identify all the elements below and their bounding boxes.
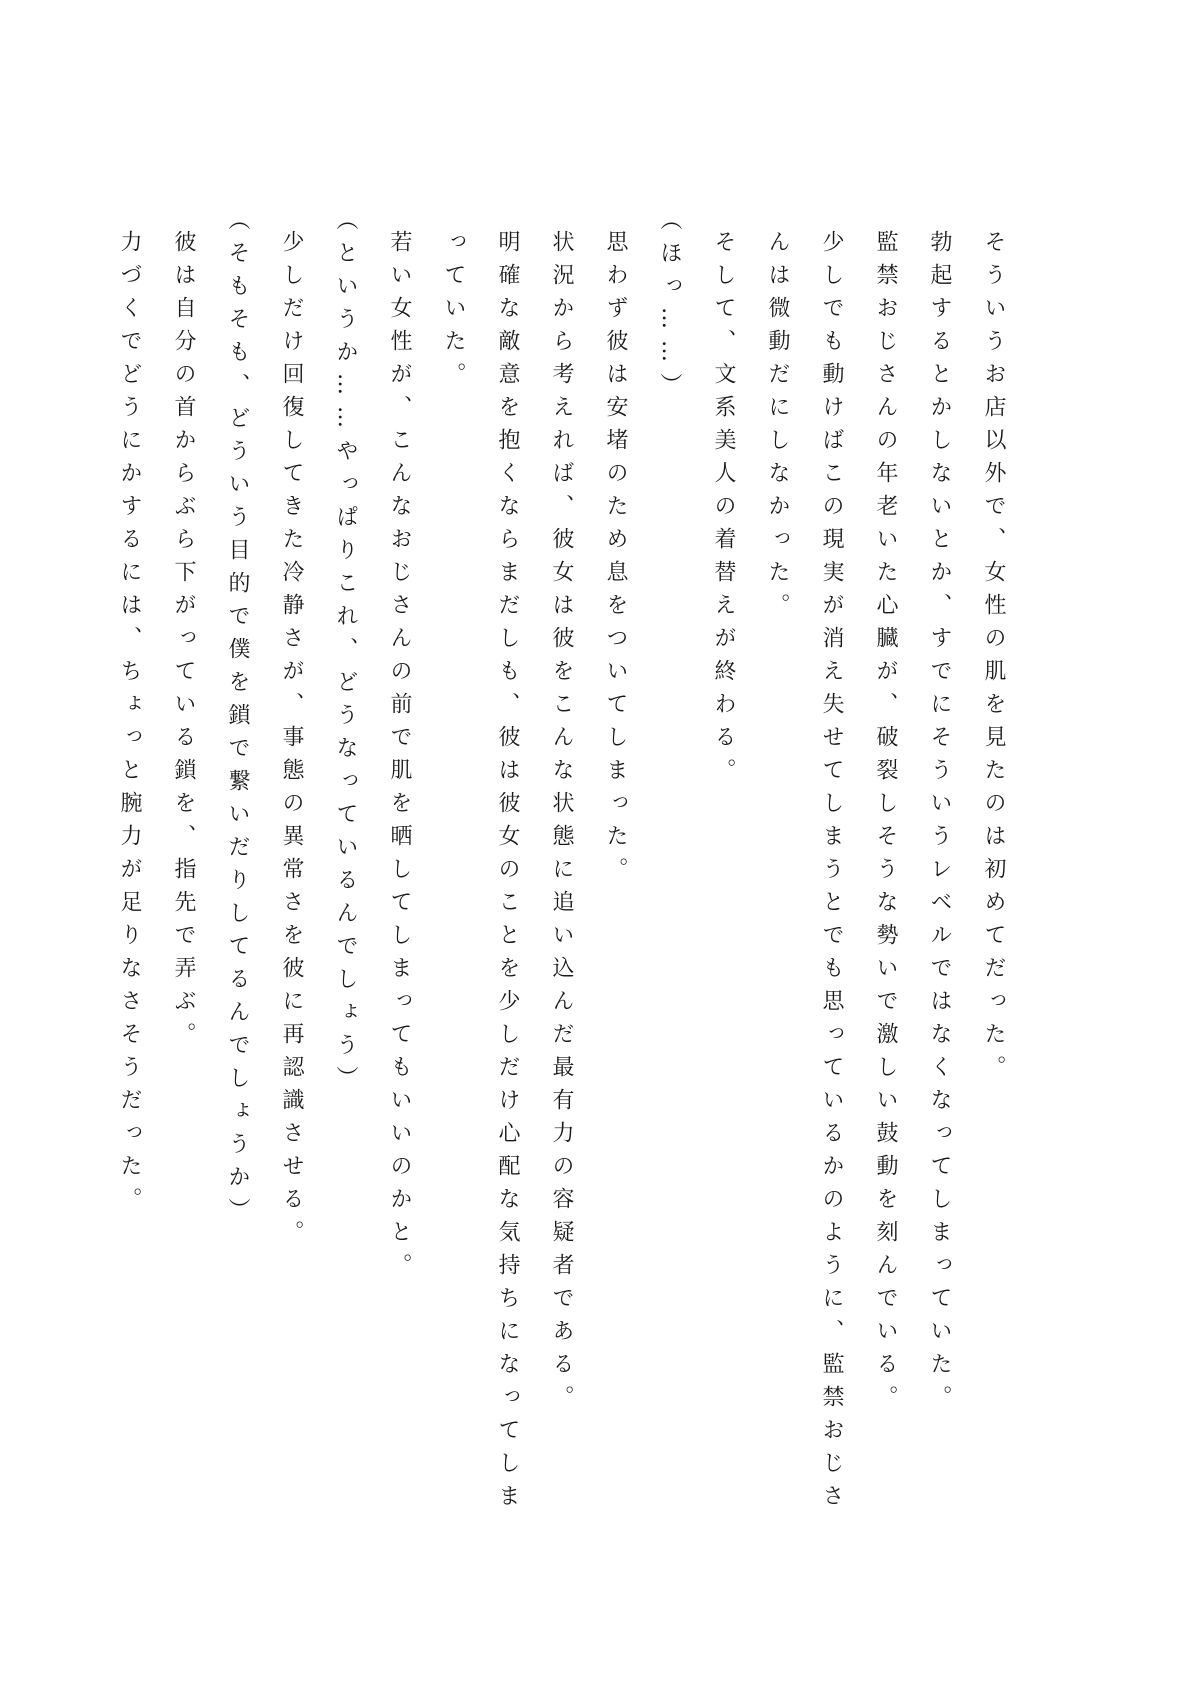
- paragraph-5: そして、文系美人の着替えが終わる。: [711, 230, 736, 791]
- paragraph-14: 彼は自分の首からぶら下がっている鎖を、指先で弄ぶ。: [171, 230, 196, 1055]
- paragraph-4: 少しでも動けばこの現実が消え失せてしまうとでも思っているかのように、監禁おじさんは微動だにしなかった。: [765, 230, 844, 1517]
- paragraph-1: そういうお店以外で、女性の肌を見たのは初めてだった。: [981, 230, 1006, 1088]
- paragraph-6: （ほっ……）: [657, 208, 682, 406]
- paragraph-3: 監禁おじさんの年老いた心臓が、破裂しそうな勢いで激しい鼓動を刻んでいる。: [873, 230, 898, 1418]
- paragraph-11: （というか……やっぱりこれ、どうなっているんでしょう）: [333, 208, 358, 1099]
- paragraph-2: 勃起するとかしないとか、すでにそういうレベルではなくなってしまっていた。: [927, 230, 952, 1418]
- paragraph-9: 明確な敵意を抱くならまだしも、彼は彼女のことを少しだけ心配な気持ちになってしまっていた。: [441, 230, 520, 1517]
- paragraph-12: 少しだけ回復してきた冷静さが、事態の異常さを彼に再認識させる。: [279, 230, 304, 1253]
- paragraph-13: （そもそも、どういう目的で僕を鎖で繋いだりしてるんでしょうか）: [225, 208, 250, 1231]
- paragraph-7: 思わず彼は安堵のため息をついてしまった。: [603, 230, 628, 890]
- paragraph-15: 力づくでどうにかするには、ちょっと腕力が足りなさそうだった。: [117, 230, 142, 1220]
- paragraph-8: 状況から考えれば、彼女は彼をこんな状態に追い込んだ最有力の容疑者である。: [549, 230, 574, 1418]
- paragraph-10: 若い女性が、こんなおじさんの前で肌を晒してしまってもいいのかと。: [387, 230, 412, 1286]
- vertical-text-body: [117, 208, 1020, 1538]
